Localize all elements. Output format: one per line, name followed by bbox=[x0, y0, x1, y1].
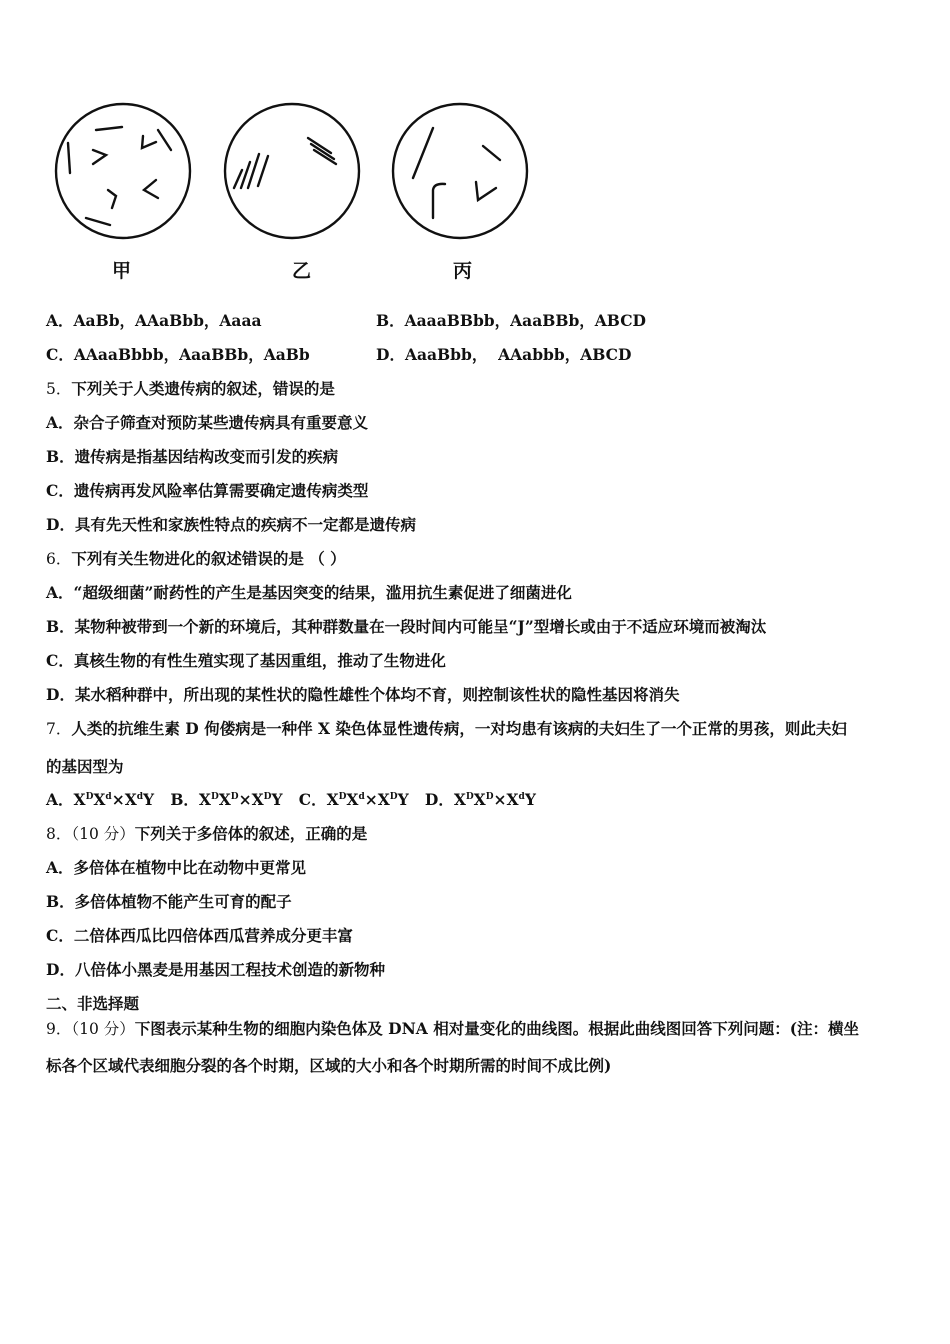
q7-number: 7． bbox=[46, 720, 72, 738]
q9-text: 下图表示某种生物的细胞内染色体及 DNA 相对量变化的曲线图。根据此曲线图回答下列问题：(注：横坐 bbox=[134, 1019, 860, 1038]
q9-number: 9． bbox=[46, 1020, 72, 1038]
q8-stem bbox=[46, 824, 367, 844]
q4-option-c: C．AAaaBbbb，AaaBBb，AaBb bbox=[46, 345, 310, 364]
q6-option-c: C．真核生物的有性生殖实现了基因重组，推动了生物进化 bbox=[46, 651, 446, 670]
chromosome-figure bbox=[48, 98, 548, 288]
caption-jia: 甲 bbox=[112, 260, 132, 282]
q5-stem bbox=[46, 379, 335, 399]
q7-options bbox=[46, 790, 536, 810]
q4-option-a: A．AaBb，AAaBbb，Aaaa bbox=[46, 311, 262, 330]
q8-option-a: A．多倍体在植物中比在动物中更常见 bbox=[46, 858, 307, 877]
q8-number: 8． bbox=[46, 825, 72, 843]
q5-option-a: A．杂合子筛查对预防某些遗传病具有重要意义 bbox=[46, 413, 369, 432]
cell-yi bbox=[225, 104, 359, 238]
q7-stem-line1 bbox=[46, 719, 847, 739]
q9-stem-line1 bbox=[46, 1019, 859, 1039]
q7-option-a: A．$X^DX^d\times X^dY$ bbox=[46, 790, 155, 809]
q8-option-b: B．多倍体植物不能产生可育的配子 bbox=[46, 892, 292, 911]
q7-option-b: B．$X^DX^D\times X^DY$ bbox=[170, 790, 283, 809]
q8-option-c: C．二倍体西瓜比四倍体西瓜营养成分更丰富 bbox=[46, 926, 353, 945]
caption-bing: 丙 bbox=[453, 260, 473, 282]
q6-number: 6． bbox=[46, 550, 72, 568]
q5-option-b: B．遗传病是指基因结构改变而引发的疾病 bbox=[46, 447, 339, 466]
caption-yi: 乙 bbox=[292, 260, 312, 282]
q7-text: 人类的抗维生素 D 佝偻病是一种伴 X 染色体显性遗传病，一对均患有该病的夫妇生了一个正常的男孩，则此夫妇 bbox=[71, 719, 847, 738]
q8-option-d: D．八倍体小黑麦是用基因工程技术创造的新物种 bbox=[46, 960, 385, 979]
q5-option-c: C．遗传病再发风险率估算需要确定遗传病类型 bbox=[46, 481, 369, 500]
q9-stem-line2: 标各个区域代表细胞分裂的各个时期，区域的大小和各个时期所需的时间不成比例) bbox=[46, 1056, 612, 1075]
q6-option-a: A．“超级细菌”耐药性的产生是基因突变的结果，滥用抗生素促进了细菌进化 bbox=[46, 583, 572, 602]
q7-option-d: D．$X^DX^D\times X^dY$ bbox=[424, 790, 536, 809]
q4-option-d: D．AaaBbb， AAabbb，ABCD bbox=[376, 345, 632, 364]
cell-bing bbox=[393, 104, 527, 238]
q6-option-d: D．某水稻种群中，所出现的某性状的隐性雄性个体均不育，则控制该性状的隐性基因将消失 bbox=[46, 685, 680, 704]
q9-score: （10 分） bbox=[71, 1020, 135, 1038]
q8-text: 下列关于多倍体的叙述，正确的是 bbox=[134, 824, 368, 843]
q7-stem-line2: 的基因型为 bbox=[46, 757, 124, 776]
q8-score: （10 分） bbox=[71, 825, 135, 843]
q5-number: 5． bbox=[46, 380, 72, 398]
q6-option-b: B．某物种被带到一个新的环境后，其种群数量在一段时间内可能呈“J”型增长或由于不适应环境而被淘汰 bbox=[46, 617, 767, 636]
q5-text: 下列关于人类遗传病的叙述，错误的是 bbox=[71, 379, 335, 398]
cell-jia bbox=[56, 104, 190, 238]
q5-option-d: D．具有先天性和家族性特点的疾病不一定都是遗传病 bbox=[46, 515, 416, 534]
section-title: 二、非选择题 bbox=[46, 994, 140, 1013]
q6-text: 下列有关生物进化的叙述错误的是 （ ） bbox=[71, 549, 346, 568]
q7-option-c: C．$X^DX^d\times X^DY$ bbox=[298, 790, 409, 809]
q4-option-b: B．AaaaBBbb，AaaBBb，ABCD bbox=[376, 311, 646, 330]
q6-stem bbox=[46, 549, 346, 569]
